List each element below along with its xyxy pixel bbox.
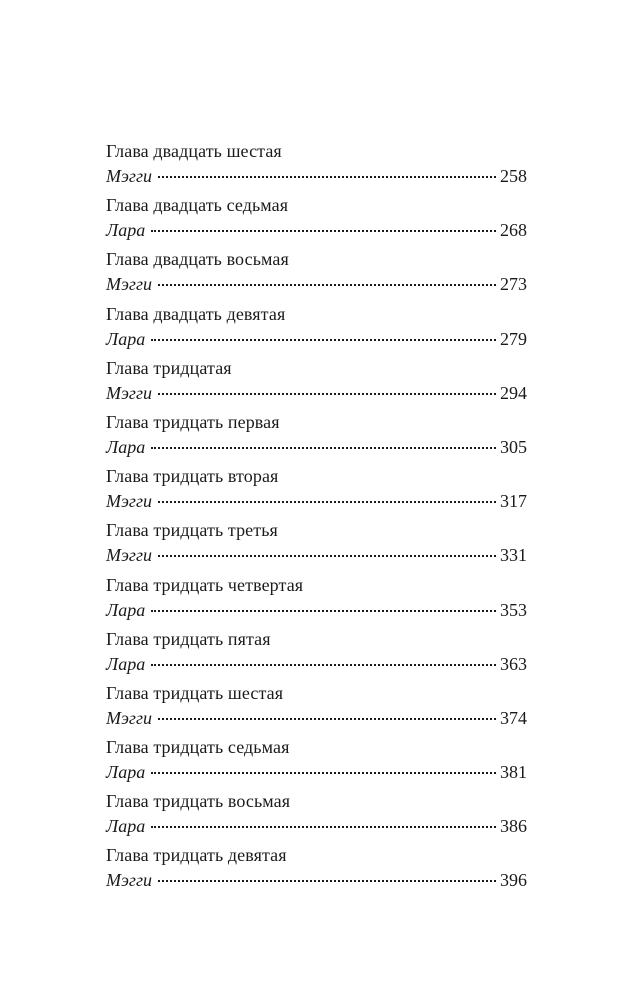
page-number: 294	[500, 382, 527, 403]
toc-entry[interactable]	[106, 574, 527, 628]
toc-entry[interactable]	[106, 790, 527, 844]
narrator-name: Мэгги	[106, 382, 152, 403]
toc-line	[106, 707, 527, 729]
page-number: 273	[500, 274, 527, 295]
narrator-name: Мэгги	[106, 166, 152, 186]
chapter-title: Глава тридцать первая	[106, 411, 280, 432]
toc-line	[106, 436, 527, 458]
narrator-name: Мэгги	[106, 707, 152, 728]
dot-leader	[151, 447, 496, 449]
page-number: 268	[500, 220, 527, 241]
narrator-name: Лара	[106, 220, 146, 241]
page-number: 374	[500, 707, 527, 728]
narrator-name: Мэгги	[106, 491, 152, 512]
toc-entry[interactable]	[106, 844, 527, 898]
toc-line	[106, 599, 527, 621]
narrator-name: Лара	[106, 762, 146, 783]
page-number: 381	[500, 762, 527, 783]
chapter-title: Глава тридцать третья	[106, 520, 278, 541]
dot-leader	[158, 555, 496, 557]
dot-leader	[151, 230, 496, 232]
toc-entry[interactable]	[106, 519, 527, 573]
toc-line	[106, 219, 527, 241]
chapter-title: Глава тридцать шестая	[106, 682, 284, 703]
toc-entry[interactable]	[106, 194, 527, 248]
toc-entry[interactable]	[106, 736, 527, 790]
toc-line	[106, 490, 527, 512]
dot-leader	[158, 284, 496, 286]
toc-line	[106, 328, 527, 350]
table-of-contents	[106, 140, 527, 899]
page-number: 279	[500, 328, 527, 349]
narrator-name: Мэгги	[106, 870, 152, 891]
chapter-title: Глава тридцать восьмая	[106, 791, 291, 812]
narrator-name: Лара	[106, 328, 146, 349]
narrator-name: Лара	[106, 599, 146, 620]
narrator-name: Мэгги	[106, 545, 152, 566]
chapter-title: Глава двадцать седьмая	[106, 195, 289, 216]
page-number: 353	[500, 599, 527, 620]
toc-line	[106, 761, 527, 783]
page-number: 258	[500, 166, 527, 186]
chapter-title: Глава тридцать девятая	[106, 845, 287, 866]
narrator-name: Лара	[106, 816, 146, 837]
toc-line	[106, 273, 527, 295]
toc-line	[106, 653, 527, 675]
dot-leader	[158, 880, 496, 882]
dot-leader	[151, 610, 496, 612]
narrator-name: Мэгги	[106, 274, 152, 295]
page-number: 386	[500, 816, 527, 837]
toc-entry[interactable]	[106, 682, 527, 736]
chapter-title: Глава двадцать девятая	[106, 303, 286, 324]
toc-entry[interactable]	[106, 357, 527, 411]
narrator-name: Лара	[106, 653, 146, 674]
page-number: 317	[500, 491, 527, 512]
page-number: 331	[500, 545, 527, 566]
toc-line	[106, 869, 527, 891]
dot-leader	[158, 176, 496, 178]
chapter-title: Глава двадцать восьмая	[106, 249, 289, 270]
toc-line	[106, 382, 527, 404]
toc-entry[interactable]	[106, 465, 527, 519]
chapter-title: Глава двадцать шестая	[106, 141, 282, 161]
dot-leader	[158, 501, 496, 503]
toc-entry[interactable]	[106, 628, 527, 682]
toc-entry[interactable]	[106, 303, 527, 357]
toc-line	[106, 544, 527, 566]
dot-leader	[151, 826, 496, 828]
toc-entry[interactable]	[106, 411, 527, 465]
page-number: 396	[500, 870, 527, 891]
toc-line	[106, 165, 527, 187]
chapter-title: Глава тридцать четвертая	[106, 574, 304, 595]
narrator-name: Лара	[106, 436, 146, 457]
dot-leader	[158, 718, 496, 720]
toc-line	[106, 815, 527, 837]
page-number: 305	[500, 436, 527, 457]
page-number: 363	[500, 653, 527, 674]
toc-entry[interactable]	[106, 248, 527, 302]
dot-leader	[151, 772, 496, 774]
toc-entry[interactable]	[106, 140, 527, 194]
chapter-title: Глава тридцать пятая	[106, 628, 271, 649]
dot-leader	[151, 664, 496, 666]
chapter-title: Глава тридцать седьмая	[106, 737, 290, 758]
dot-leader	[158, 393, 496, 395]
chapter-title: Глава тридцать вторая	[106, 466, 279, 487]
chapter-title: Глава тридцатая	[106, 357, 232, 378]
dot-leader	[151, 339, 496, 341]
